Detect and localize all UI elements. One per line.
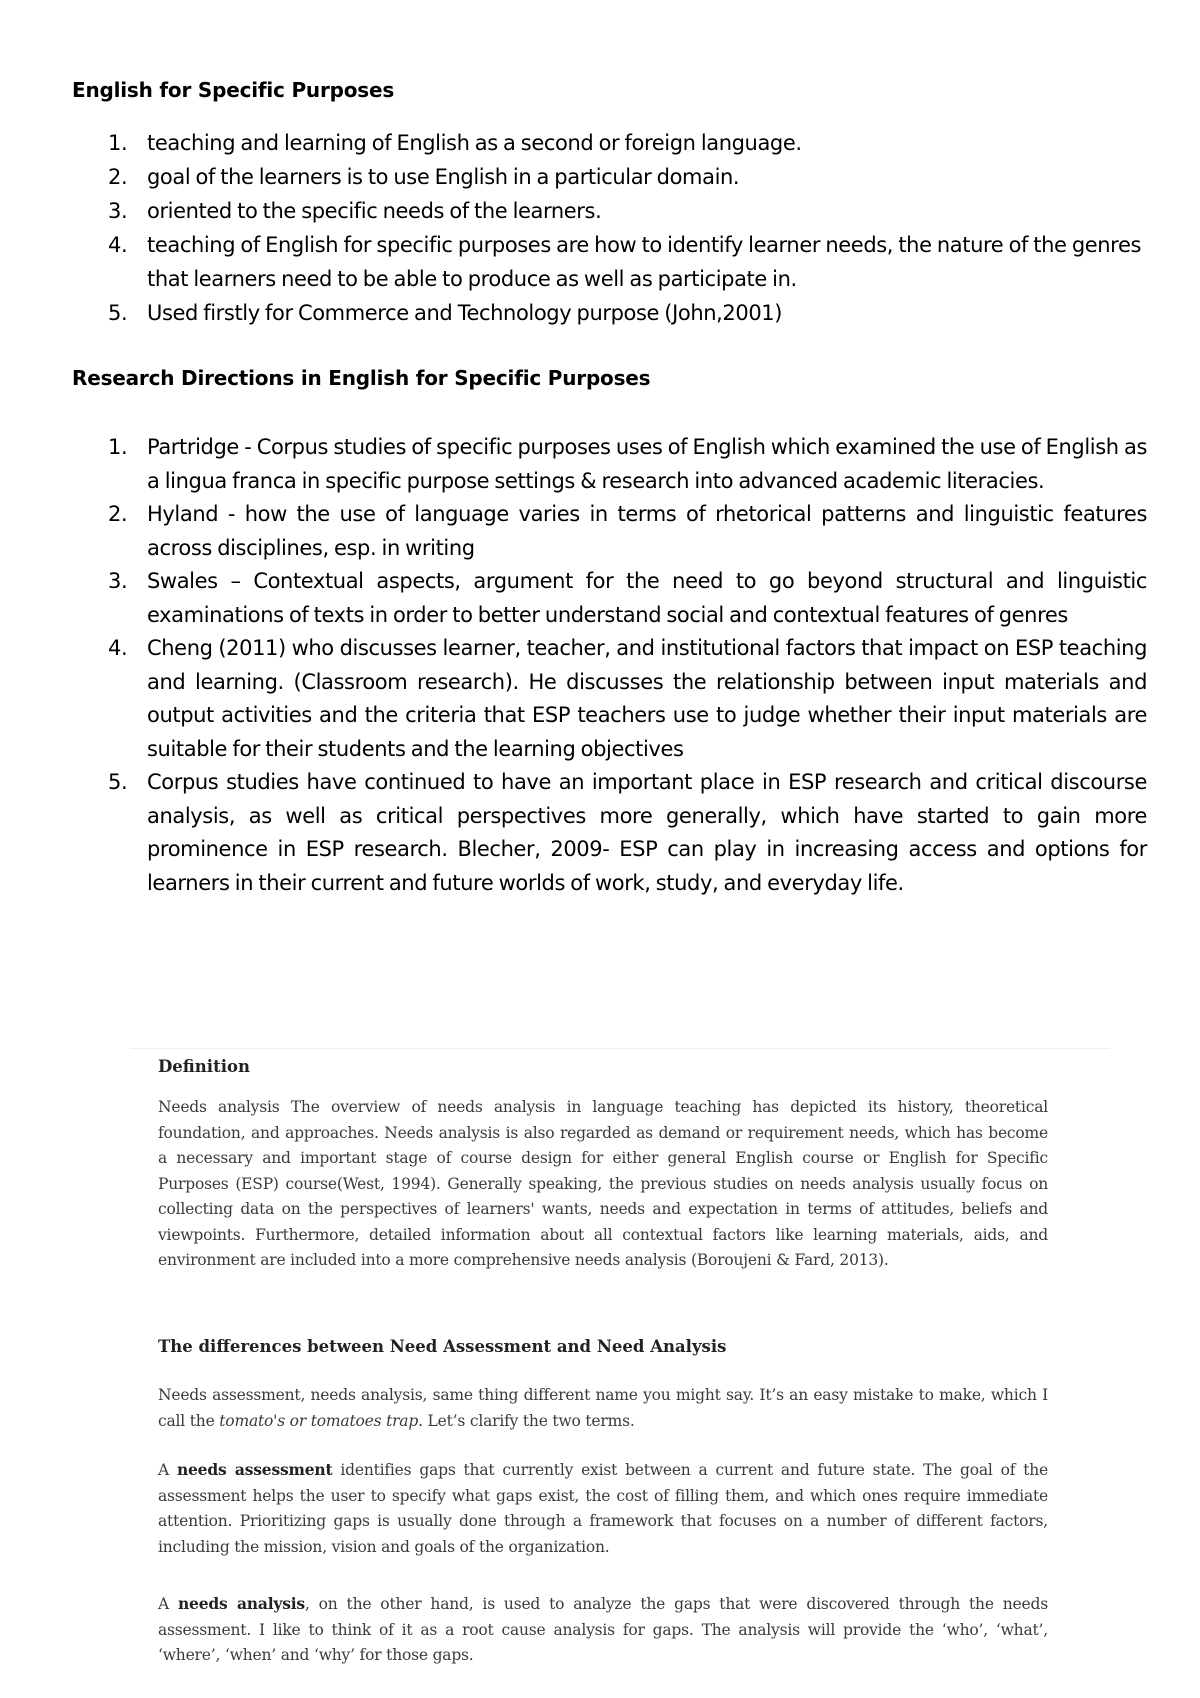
list-item-text: Swales – Contextual aspects, argument for the need to go beyond structural and linguistic examinations of texts in order to better understand social and contextual features of genres <box>147 569 1147 627</box>
list-number: 2. <box>108 165 128 189</box>
italic-phrase: tomato's or tomatoes trap <box>219 1411 419 1430</box>
excerpt-definition-title: Definition <box>158 1057 250 1076</box>
list-item-text: goal of the learners is to use English in a particular domain. <box>147 165 740 189</box>
list-number: 1. <box>108 435 128 459</box>
list-item-text: Cheng (2011) who discusses learner, teacher, and institutional factors that impact on ESP teaching and learning. (Classroom research). He discusses the relationship between input materials and output activities and the criteria that ESP teachers use to judge whether their input materials are suitable for their students and the learning objectives <box>147 636 1147 761</box>
paragraph-text: Needs assessment, needs analysis, same thing different name you might say. It’s an easy mistake to make, which I call the <box>158 1386 1048 1430</box>
list-item-text: oriented to the specific needs of the learners. <box>147 199 602 223</box>
paragraph-text: A <box>158 1595 178 1613</box>
excerpt-paragraph <box>158 1457 1048 1560</box>
paragraph-text: . Let’s clarify the two terms. <box>418 1411 635 1430</box>
research-directions-list <box>72 431 1147 900</box>
list-number: 4. <box>108 233 128 257</box>
list-item <box>72 296 1147 330</box>
excerpt-paragraph <box>158 1383 1048 1434</box>
list-number: 3. <box>108 199 128 223</box>
list-item <box>72 160 1147 194</box>
list-item <box>72 498 1147 565</box>
list-number: 4. <box>108 636 128 660</box>
list-item-text: Hyland - how the use of language varies in terms of rhetorical patterns and linguistic features across disciplines, esp. in writing <box>147 502 1147 560</box>
list-item <box>72 565 1147 632</box>
section-heading-esp: English for Specific Purposes <box>72 78 395 102</box>
list-item-text: teaching and learning of English as a second or foreign language. <box>147 131 802 155</box>
list-item-text: Partridge - Corpus studies of specific purposes uses of English which examined the use of English as a lingua franca in specific purpose settings & research into advanced academic literacies. <box>147 435 1147 493</box>
list-item <box>72 228 1147 296</box>
bold-term: needs assessment <box>176 1460 333 1479</box>
embedded-text-excerpt <box>130 1048 1110 1679</box>
list-item <box>72 126 1147 160</box>
paragraph-text: identifies gaps that currently exist between a current and future state. The goal of the assessment helps the user to specify what gaps exist, the cost of filling them, and which ones require immediate attention. Prioritizing gaps is usually done through a framework that focuses on a number of different factors, including the mission, vision and goals of the organization. <box>158 1461 1048 1556</box>
list-item-text: Corpus studies have continued to have an important place in ESP research and critical discourse analysis, as well as critical perspectives more generally, which have started to gain more prominence in ESP research. Blecher, 2009- ESP can play in increasing access and options for learners in their current and future worlds of work, study, and everyday life. <box>147 770 1147 895</box>
list-number: 2. <box>108 502 128 526</box>
paragraph-text: A <box>158 1461 177 1479</box>
list-number: 5. <box>108 770 128 794</box>
list-item <box>72 431 1147 498</box>
paragraph-text: , on the other hand, is used to analyze the gaps that were discovered through the needs assessment. I like to think of it as a root cause analysis for gaps. The analysis will provide the ‘who’, ‘what’, ‘where’, ‘when’ and ‘why’ for those gaps. <box>158 1595 1048 1664</box>
list-number: 5. <box>108 301 128 325</box>
section-heading-research-directions: Research Directions in English for Specific Purposes <box>72 366 651 390</box>
excerpt-definition-paragraph: Needs analysis The overview of needs analysis in language teaching has depicted its history, theoretical foundation, and approaches. Needs analysis is also regarded as demand or requirement needs, which has become a necessary and important stage of course design for either general English course or English for Specific Purposes (ESP) course(West, 1994). Generally speaking, the previous studies on needs analysis usually focus on collecting data on the perspectives of learners' wants, needs and expectation in terms of attitudes, beliefs and viewpoints. Furthermore, detailed information about all contextual factors like learning materials, aids, and environment are included into a more comprehensive needs analysis (Boroujeni & Fard, 2013). <box>158 1098 1048 1269</box>
list-item-text: Used firstly for Commerce and Technology purpose (John,2001) <box>147 301 783 325</box>
excerpt-differences-title: The differences between Need Assessment and Need Analysis <box>158 1337 727 1356</box>
list-number: 1. <box>108 131 128 155</box>
list-number: 3. <box>108 569 128 593</box>
bold-term: needs analysis <box>177 1594 305 1613</box>
list-item <box>72 766 1147 900</box>
excerpt-paragraph <box>158 1591 1048 1669</box>
list-item <box>72 632 1147 766</box>
list-item <box>72 194 1147 228</box>
esp-list <box>72 126 1147 330</box>
list-item-text: teaching of English for specific purposes are how to identify learner needs, the nature of the genres that learners need to be able to produce as well as participate in. <box>147 233 1142 291</box>
